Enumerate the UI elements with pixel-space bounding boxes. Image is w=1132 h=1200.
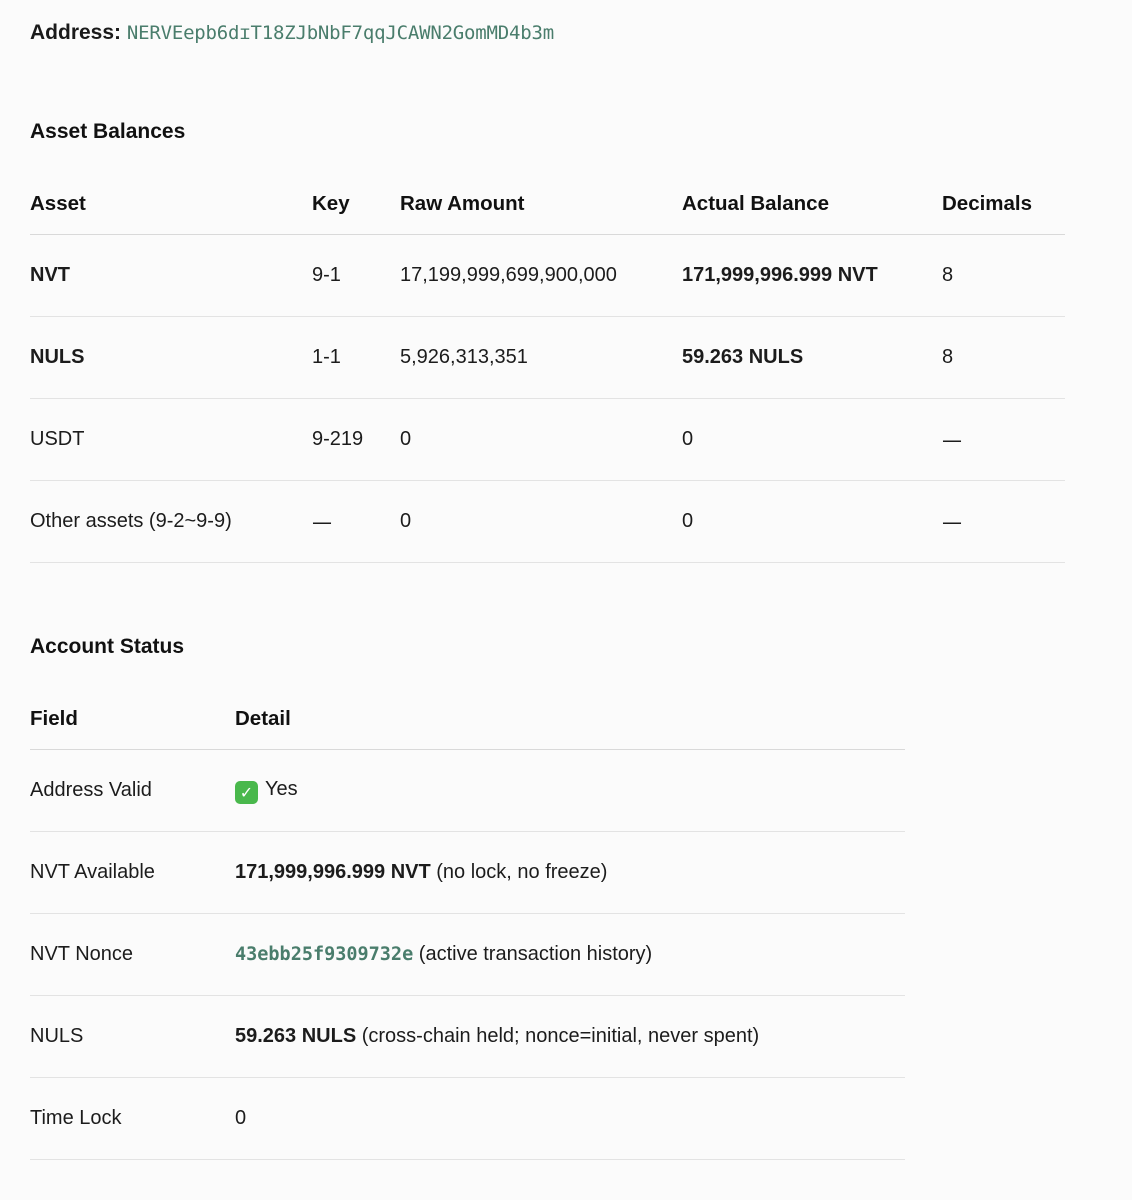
nonce-value: 43ebb25f9309732e bbox=[235, 944, 414, 965]
table-row bbox=[30, 914, 905, 996]
column-header-key: Key bbox=[312, 174, 400, 235]
cell-raw-amount: 17,199,999,699,900,000 bbox=[400, 235, 682, 317]
column-header-actual-balance: Actual Balance bbox=[682, 174, 942, 235]
cell-field: Time Lock bbox=[30, 1078, 235, 1160]
cell-asset: NULS bbox=[30, 317, 312, 399]
column-header-field: Field bbox=[30, 689, 235, 750]
cell-decimals: 8 bbox=[942, 235, 1065, 317]
column-header-asset: Asset bbox=[30, 174, 312, 235]
cell-detail bbox=[235, 832, 905, 914]
status-value: 171,999,996.999 NVT bbox=[235, 861, 431, 883]
cell-decimals: — bbox=[942, 399, 1065, 481]
table-row bbox=[30, 750, 905, 832]
cell-raw-amount: 0 bbox=[400, 399, 682, 481]
cell-asset: USDT bbox=[30, 399, 312, 481]
table-row bbox=[30, 832, 905, 914]
status-value: Yes bbox=[265, 777, 298, 800]
status-note: (no lock, no freeze) bbox=[436, 861, 608, 883]
cell-detail bbox=[235, 1078, 905, 1160]
cell-detail bbox=[235, 914, 905, 996]
cell-decimals: — bbox=[942, 481, 1065, 563]
cell-field: Address Valid bbox=[30, 750, 235, 832]
cell-key: 9-219 bbox=[312, 399, 400, 481]
cell-detail bbox=[235, 996, 905, 1078]
address-label: Address: bbox=[30, 21, 122, 44]
asset-balances-table bbox=[30, 174, 1065, 563]
table-row bbox=[30, 235, 1065, 317]
cell-field: NVT Available bbox=[30, 832, 235, 914]
cell-raw-amount: 0 bbox=[400, 481, 682, 563]
cell-key: — bbox=[312, 481, 400, 563]
column-header-raw-amount: Raw Amount bbox=[400, 174, 682, 235]
cell-detail bbox=[235, 750, 905, 832]
cell-asset: NVT bbox=[30, 235, 312, 317]
table-row bbox=[30, 996, 905, 1078]
cell-key: 9-1 bbox=[312, 235, 400, 317]
cell-field: NULS bbox=[30, 996, 235, 1078]
check-badge-icon: ✓ bbox=[235, 781, 258, 804]
table-row bbox=[30, 399, 1065, 481]
table-row bbox=[30, 1078, 905, 1160]
cell-key: 1-1 bbox=[312, 317, 400, 399]
cell-raw-amount: 5,926,313,351 bbox=[400, 317, 682, 399]
status-note: (active transaction history) bbox=[418, 943, 653, 965]
column-header-decimals: Decimals bbox=[942, 174, 1065, 235]
cell-actual-balance: 59.263 NULS bbox=[682, 317, 942, 399]
cell-asset: Other assets (9-2~9-9) bbox=[30, 481, 312, 563]
status-value: 59.263 NULS bbox=[235, 1025, 357, 1047]
cell-actual-balance: 0 bbox=[682, 481, 942, 563]
cell-field: NVT Nonce bbox=[30, 914, 235, 996]
asset-balances-title: Asset Balances bbox=[30, 120, 186, 143]
cell-actual-balance: 0 bbox=[682, 399, 942, 481]
table-header-row bbox=[30, 689, 905, 750]
table-row bbox=[30, 317, 1065, 399]
status-note: (cross-chain held; nonce=initial, never spent) bbox=[361, 1025, 760, 1047]
status-value: 0 bbox=[235, 1107, 247, 1129]
address-value: NERVEepb6dɪT18ZJbNbF7qqJCAWN2GomMD4b3m bbox=[126, 22, 554, 44]
cell-actual-balance: 171,999,996.999 NVT bbox=[682, 235, 942, 317]
account-status-table bbox=[30, 689, 905, 1160]
table-header-row bbox=[30, 174, 1065, 235]
address-line bbox=[30, 18, 1102, 48]
column-header-detail: Detail bbox=[235, 689, 905, 750]
table-row bbox=[30, 481, 1065, 563]
account-status-title: Account Status bbox=[30, 635, 185, 658]
cell-decimals: 8 bbox=[942, 317, 1065, 399]
